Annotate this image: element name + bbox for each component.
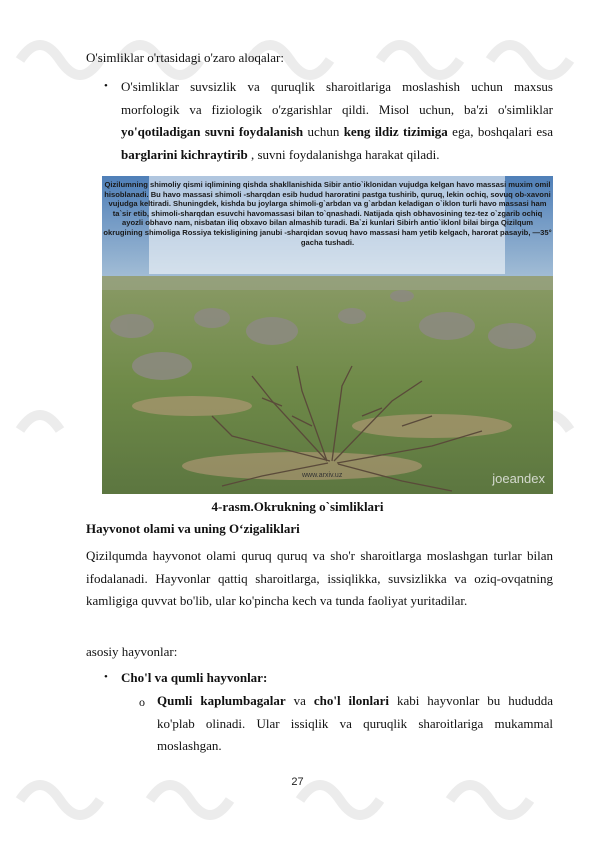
figure-caption: 4-rasm.Okrukning o`simliklari [211, 499, 384, 514]
figure-site-label: www.arxiv.uz [302, 472, 343, 479]
figure-photo [102, 176, 553, 494]
bullet-icon: • [104, 80, 108, 92]
sub-bullet-paragraph: Qumli kaplumbagalar va cho'l ilonlari kabi hayvonlar bu hududda ko'plab olinadi. Ular issiqlik va quruqlik sharoitlariga mukammal moslashgan. [157, 693, 553, 753]
intro-line: O'simliklar o'rtasidagi o'zaro aloqalar: [86, 50, 284, 65]
figure-watermark-logo: joeandex [492, 471, 545, 486]
section-heading: Hayvonot olami va uning O‘zigaliklari [86, 521, 300, 536]
body-paragraph: Qizilqumda hayvonot olami quruq quruq va sho'r sharoitlarga moslashgan turlar bilan ifodalanadi. Hayvonlar qattiq sharoitlarga, issiqlikka, suvsizlikka va oziq-ovqatning kamligiga quvvat bo'lib, ular ko'pincha kech va tunda faoliyat yuritadilar. [86, 548, 553, 608]
bullet-label-2: Cho'l va qumli hayvonlar: [121, 670, 268, 685]
bullet-icon: • [104, 671, 108, 683]
circle-bullet-icon: o [139, 695, 145, 709]
page-number: 27 [291, 776, 304, 788]
bullet-paragraph-1: O'simliklar suvsizlik va quruqlik sharoitlariga moslashish uchun maxsus morfologik va fiziologik o'zgarishlar qildi. Misol uchun, ba'zi o'simliklar yo'qotiladigan suvni foydalanish uchun keng ildiz tizimiga ega, boshqalari esa barglarini kichraytirib , suvni foydalanishga harakat qiladi. [121, 79, 553, 162]
subintro-line: asosiy hayvonlar: [86, 644, 178, 659]
figure-overlay-text: Qizilumning shimoliy qismi iqlimining qishda shakllanishida Sibir antio`iklonidan vujudga kelgan havo massasi muxim omil hisoblanadi. Bu havo massasi shimoli -sharqdan esib hudud haroratini pastga tushirib, quruq, lekin ochiq, sovuq ob-xavoni vujudga keltiradi. Shuningdek, kishda bu joylarga shimoli-g`arbdan va g`arbdan keladigan o`iklon turli havo massasi ham ta`sir etib, shimoli-sharqdan esuvchi havomassasi bilan to`qnashadi. Natijada qish obhavosining tez-tez o`zgarib ochiq ayozli obhavo nam, nisbatan iliq obxavo bilan almashib turadi. Ba`zi kunlari Sibirh antio`iklonl bilai birga Qizilqum okrugining shimoliga Rossiya tekisligining janubi -sharqidan sovuq havo massasi ham yetib kelgach, harorat pasayib, —35° gacha tushadi. [103, 180, 552, 247]
